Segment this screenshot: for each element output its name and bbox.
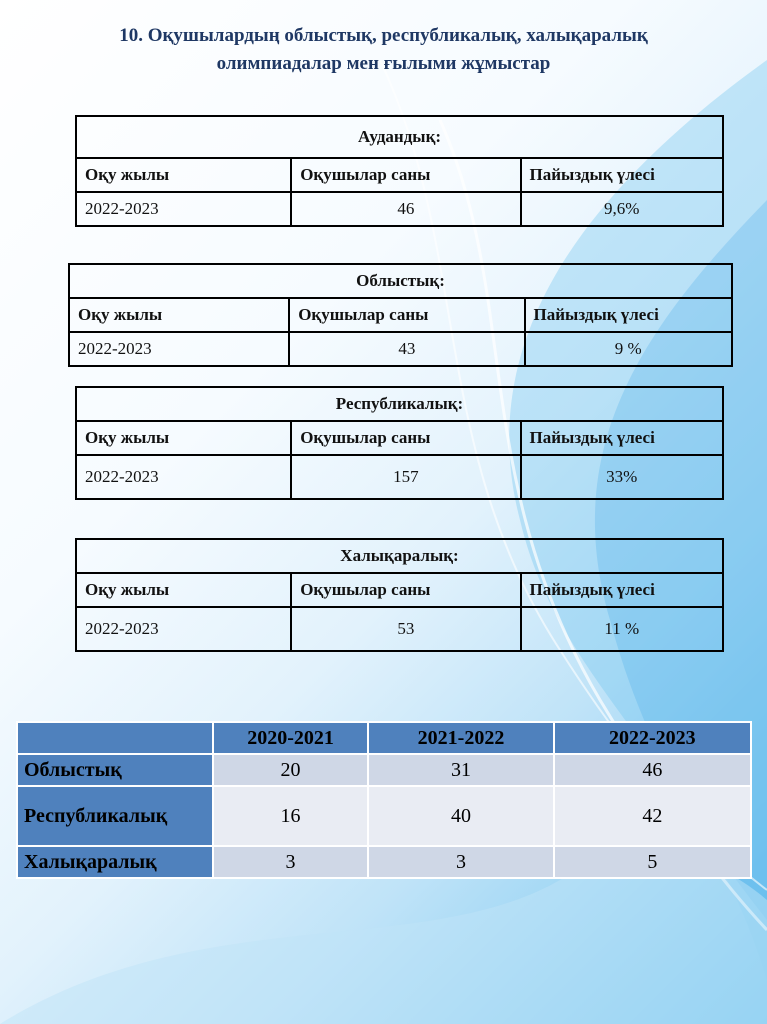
- table-heading: Облыстық:: [69, 264, 732, 298]
- column-header-percent: Пайыздық үлесі: [521, 421, 723, 455]
- column-header-row: [76, 573, 723, 607]
- table-row: [76, 607, 723, 651]
- cell-year: 2022-2023: [69, 332, 289, 366]
- cell-students: 46: [291, 192, 520, 226]
- column-header-row: [76, 421, 723, 455]
- cell-percent: 11 %: [521, 607, 723, 651]
- summary-cell: 3: [368, 846, 553, 878]
- column-header-year: Оқу жылы: [76, 158, 291, 192]
- cell-year: 2022-2023: [76, 455, 291, 499]
- summary-row-label: Республикалық: [17, 786, 213, 846]
- column-header-students: Оқушылар саны: [291, 573, 520, 607]
- cell-percent: 9 %: [525, 332, 732, 366]
- table-heading: Халықаралық:: [76, 539, 723, 573]
- summary-header-row: [17, 722, 751, 754]
- cell-percent: 33%: [521, 455, 723, 499]
- table-heading: Аудандық:: [76, 116, 723, 158]
- table-row: [76, 192, 723, 226]
- summary-header-year: 2022-2023: [554, 722, 751, 754]
- cell-percent: 9,6%: [521, 192, 723, 226]
- international-olympiad-table: [75, 538, 724, 652]
- column-header-row: [69, 298, 732, 332]
- column-header-percent: Пайыздық үлесі: [521, 158, 723, 192]
- column-header-row: [76, 158, 723, 192]
- table-heading-row: [76, 387, 723, 421]
- table-heading-row: [76, 116, 723, 158]
- column-header-year: Оқу жылы: [69, 298, 289, 332]
- regional-olympiad-table: [68, 263, 733, 367]
- summary-header-empty: [17, 722, 213, 754]
- summary-header-year: 2021-2022: [368, 722, 553, 754]
- page-title-line-2: олимпиадалар мен ғылыми жұмыстар: [216, 53, 551, 74]
- column-header-students: Оқушылар саны: [289, 298, 524, 332]
- column-header-students: Оқушылар саны: [291, 158, 520, 192]
- summary-cell: 40: [368, 786, 553, 846]
- summary-row-label: Облыстық: [17, 754, 213, 786]
- summary-cell: 46: [554, 754, 751, 786]
- summary-row-label: Халықаралық: [17, 846, 213, 878]
- column-header-percent: Пайыздық үлесі: [521, 573, 723, 607]
- district-olympiad-table: [75, 115, 724, 227]
- summary-comparison-table: [16, 721, 752, 879]
- cell-students: 43: [289, 332, 524, 366]
- table-row: [69, 332, 732, 366]
- summary-row-international: [17, 846, 751, 878]
- column-header-year: Оқу жылы: [76, 573, 291, 607]
- page-title: [40, 22, 727, 78]
- republican-olympiad-table: [75, 386, 724, 500]
- summary-cell: 31: [368, 754, 553, 786]
- summary-cell: 20: [213, 754, 369, 786]
- table-heading-row: [69, 264, 732, 298]
- summary-cell: 3: [213, 846, 369, 878]
- page-title-line-1: 10. Оқушылардың облыстық, республикалық, халықаралық: [119, 25, 648, 46]
- table-heading: Республикалық:: [76, 387, 723, 421]
- column-header-year: Оқу жылы: [76, 421, 291, 455]
- summary-row-republican: [17, 786, 751, 846]
- summary-header-year: 2020-2021: [213, 722, 369, 754]
- cell-students: 157: [291, 455, 520, 499]
- column-header-students: Оқушылар саны: [291, 421, 520, 455]
- table-heading-row: [76, 539, 723, 573]
- summary-row-regional: [17, 754, 751, 786]
- cell-students: 53: [291, 607, 520, 651]
- table-row: [76, 455, 723, 499]
- summary-cell: 42: [554, 786, 751, 846]
- summary-cell: 16: [213, 786, 369, 846]
- column-header-percent: Пайыздық үлесі: [525, 298, 732, 332]
- cell-year: 2022-2023: [76, 192, 291, 226]
- summary-cell: 5: [554, 846, 751, 878]
- cell-year: 2022-2023: [76, 607, 291, 651]
